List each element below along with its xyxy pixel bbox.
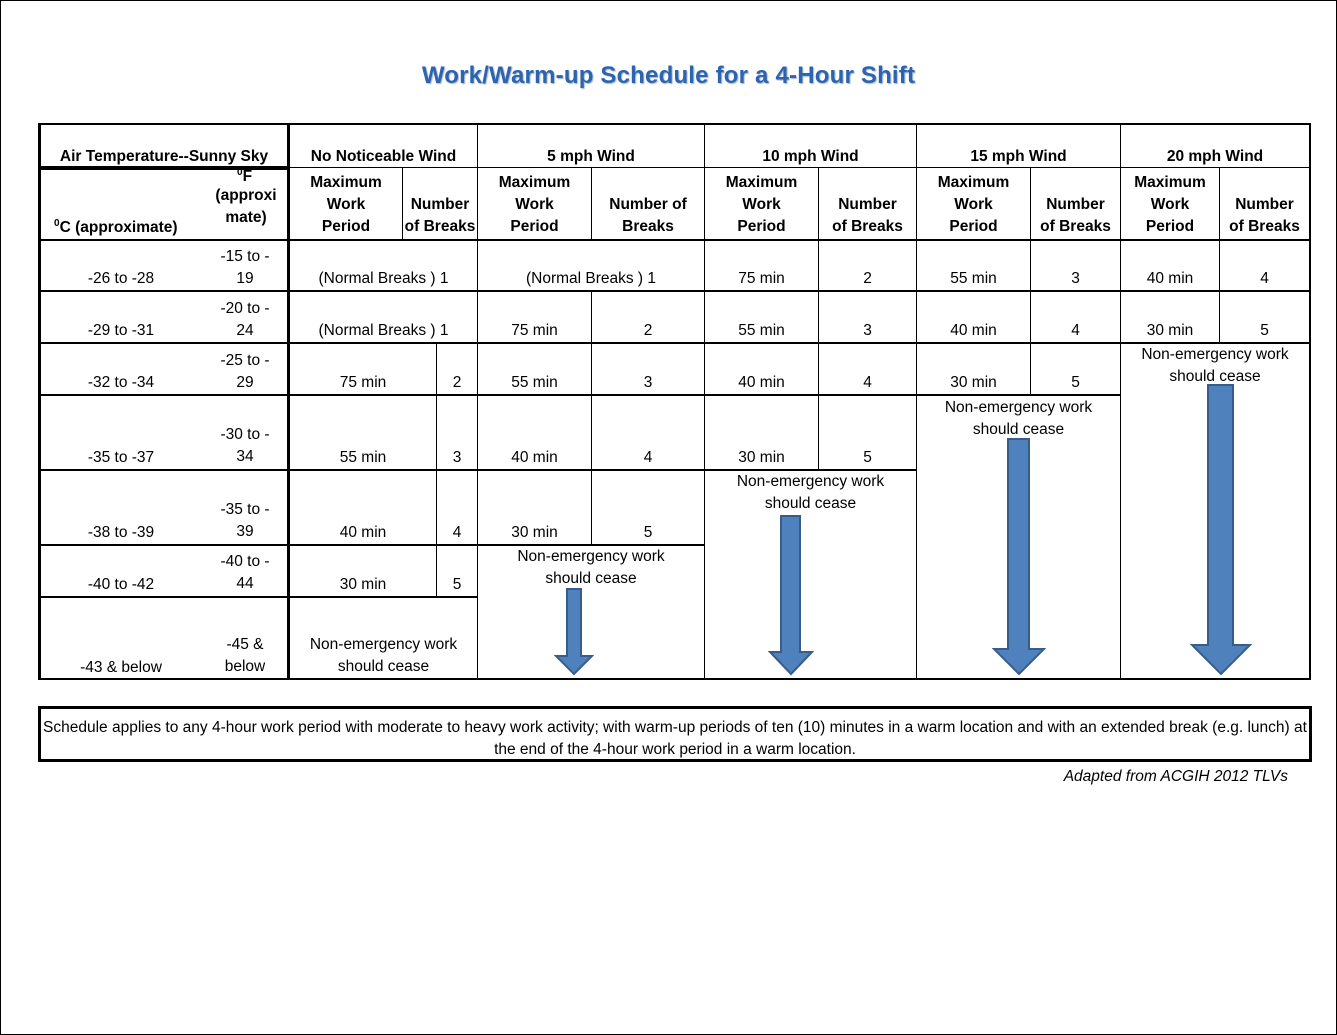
none-row-4-work: 55 min (339, 449, 387, 466)
breaks-header-15: Number of Breaks (1040, 196, 1111, 235)
w5-row-4-work: 40 min (511, 449, 558, 466)
w20-row-2-breaks: 5 (1260, 322, 1269, 339)
w5-row-3-work: 55 min (511, 374, 558, 391)
fahrenheit-label-f: F (242, 168, 253, 185)
celsius-row-1: -26 to -28 (87, 270, 155, 287)
max-work-header-5: Maximum Work Period (498, 174, 571, 235)
celsius-row-5: -38 to -39 (87, 524, 155, 541)
w20-cease: Non-emergency work should cease (1141, 346, 1289, 385)
schedule-note: Schedule applies to any 4-hour work period with moderate to heavy work activity; with warm-up periods of ten (10) minutes in a warm location and with an extended break (e.g. lunch) at the end of the 4-hour work period in a warm location. (38, 706, 1312, 762)
fahrenheit-row-2: -20 to - 24 (220, 300, 270, 339)
w20-row-1-breaks: 4 (1260, 270, 1269, 287)
w10-row-2-work: 55 min (738, 322, 785, 339)
w15-row-2-breaks: 4 (1071, 322, 1080, 339)
none-row-3-work: 75 min (339, 374, 387, 391)
none-row-1: (Normal Breaks ) 1 (318, 270, 449, 287)
fahrenheit-row-4: -30 to - 34 (220, 426, 270, 465)
celsius-row-7: -43 & below (80, 659, 162, 676)
none-row-2: (Normal Breaks ) 1 (318, 322, 449, 339)
max-work-header-20: Maximum Work Period (1134, 174, 1206, 235)
none-row-5-work: 40 min (339, 524, 387, 541)
celsius-label: C (approximate) (59, 219, 178, 236)
w20-row-2-work: 30 min (1146, 322, 1194, 339)
fahrenheit-row-7: -45 & below (224, 636, 266, 675)
breaks-header-none: Number of Breaks (404, 196, 476, 235)
w5-row-5-work: 30 min (511, 524, 558, 541)
celsius-degree: 0 (54, 217, 60, 229)
w5-cease: Non-emergency work should cease (517, 548, 665, 587)
breaks-header-5: Number of Breaks (609, 196, 687, 235)
celsius-header (54, 170, 204, 239)
w5-row-1: (Normal Breaks ) 1 (525, 270, 657, 287)
w10-row-1-breaks: 2 (863, 270, 872, 287)
w10-row-3-breaks: 4 (863, 374, 872, 391)
wind-header-20: 20 mph Wind (1166, 148, 1264, 165)
w20-row-1-work: 40 min (1146, 270, 1194, 287)
none-row-5-breaks: 4 (452, 524, 462, 541)
max-work-header-15: Maximum Work Period (937, 174, 1010, 235)
source-credit: Adapted from ACGIH 2012 TLVs (1063, 768, 1288, 785)
w15-row-1-work: 55 min (950, 270, 997, 287)
w5-row-4-breaks: 4 (643, 449, 653, 466)
celsius-row-4: -35 to -37 (87, 449, 155, 466)
fahrenheit-degree: 0 (237, 166, 243, 178)
w5-row-2-breaks: 2 (643, 322, 653, 339)
none-row-4-breaks: 3 (452, 449, 462, 466)
w15-row-3-work: 30 min (950, 374, 997, 391)
w5-row-2-work: 75 min (511, 322, 558, 339)
none-row-6-work: 30 min (339, 576, 387, 593)
fahrenheit-label-approx: (approxi (215, 187, 277, 204)
max-work-header-10: Maximum Work Period (725, 174, 798, 235)
w10-row-3-work: 40 min (738, 374, 785, 391)
w10-row-2-breaks: 3 (863, 322, 872, 339)
w15-row-3-breaks: 5 (1071, 374, 1080, 391)
none-row-3-breaks: 2 (452, 374, 462, 391)
down-arrow-icon (992, 438, 1046, 676)
w15-row-2-work: 40 min (950, 322, 997, 339)
down-arrow-icon (768, 515, 814, 677)
air-temp-header: Air Temperature--Sunny Sky (59, 148, 269, 165)
breaks-header-10: Number of Breaks (832, 196, 903, 235)
w10-row-4-breaks: 5 (863, 449, 872, 466)
wind-header-10: 10 mph Wind (762, 148, 859, 165)
page-title: Work/Warm-up Schedule for a 4-Hour Shift (421, 62, 916, 89)
w10-row-1-work: 75 min (738, 270, 785, 287)
wind-header-none: No Noticeable Wind (310, 148, 457, 165)
w5-row-5-breaks: 5 (643, 524, 653, 541)
down-arrow-icon (1190, 384, 1252, 676)
none-cease: Non-emergency work should cease (309, 636, 458, 675)
celsius-row-6: -40 to -42 (87, 576, 155, 593)
w10-cease: Non-emergency work should cease (736, 473, 885, 512)
fahrenheit-row-6: -40 to - 44 (220, 553, 270, 592)
w10-row-4-work: 30 min (738, 449, 785, 466)
fahrenheit-row-3: -25 to - 29 (220, 352, 270, 391)
fahrenheit-header (207, 168, 285, 239)
down-arrow-icon (554, 588, 594, 676)
wind-header-5: 5 mph Wind (547, 148, 635, 165)
celsius-row-2: -29 to -31 (87, 322, 155, 339)
none-row-6-breaks: 5 (452, 576, 462, 593)
wind-header-15: 15 mph Wind (970, 148, 1067, 165)
breaks-header-20: Number of Breaks (1229, 196, 1300, 235)
celsius-row-3: -32 to -34 (87, 374, 155, 391)
max-work-header-none: Maximum Work Period (310, 174, 382, 235)
fahrenheit-row-1: -15 to - 19 (220, 248, 270, 287)
w15-row-1-breaks: 3 (1071, 270, 1080, 287)
fahrenheit-label-mate: mate) (225, 209, 267, 226)
fahrenheit-row-5: -35 to - 39 (220, 501, 270, 540)
w5-row-3-breaks: 3 (643, 374, 653, 391)
w15-cease: Non-emergency work should cease (944, 399, 1093, 438)
